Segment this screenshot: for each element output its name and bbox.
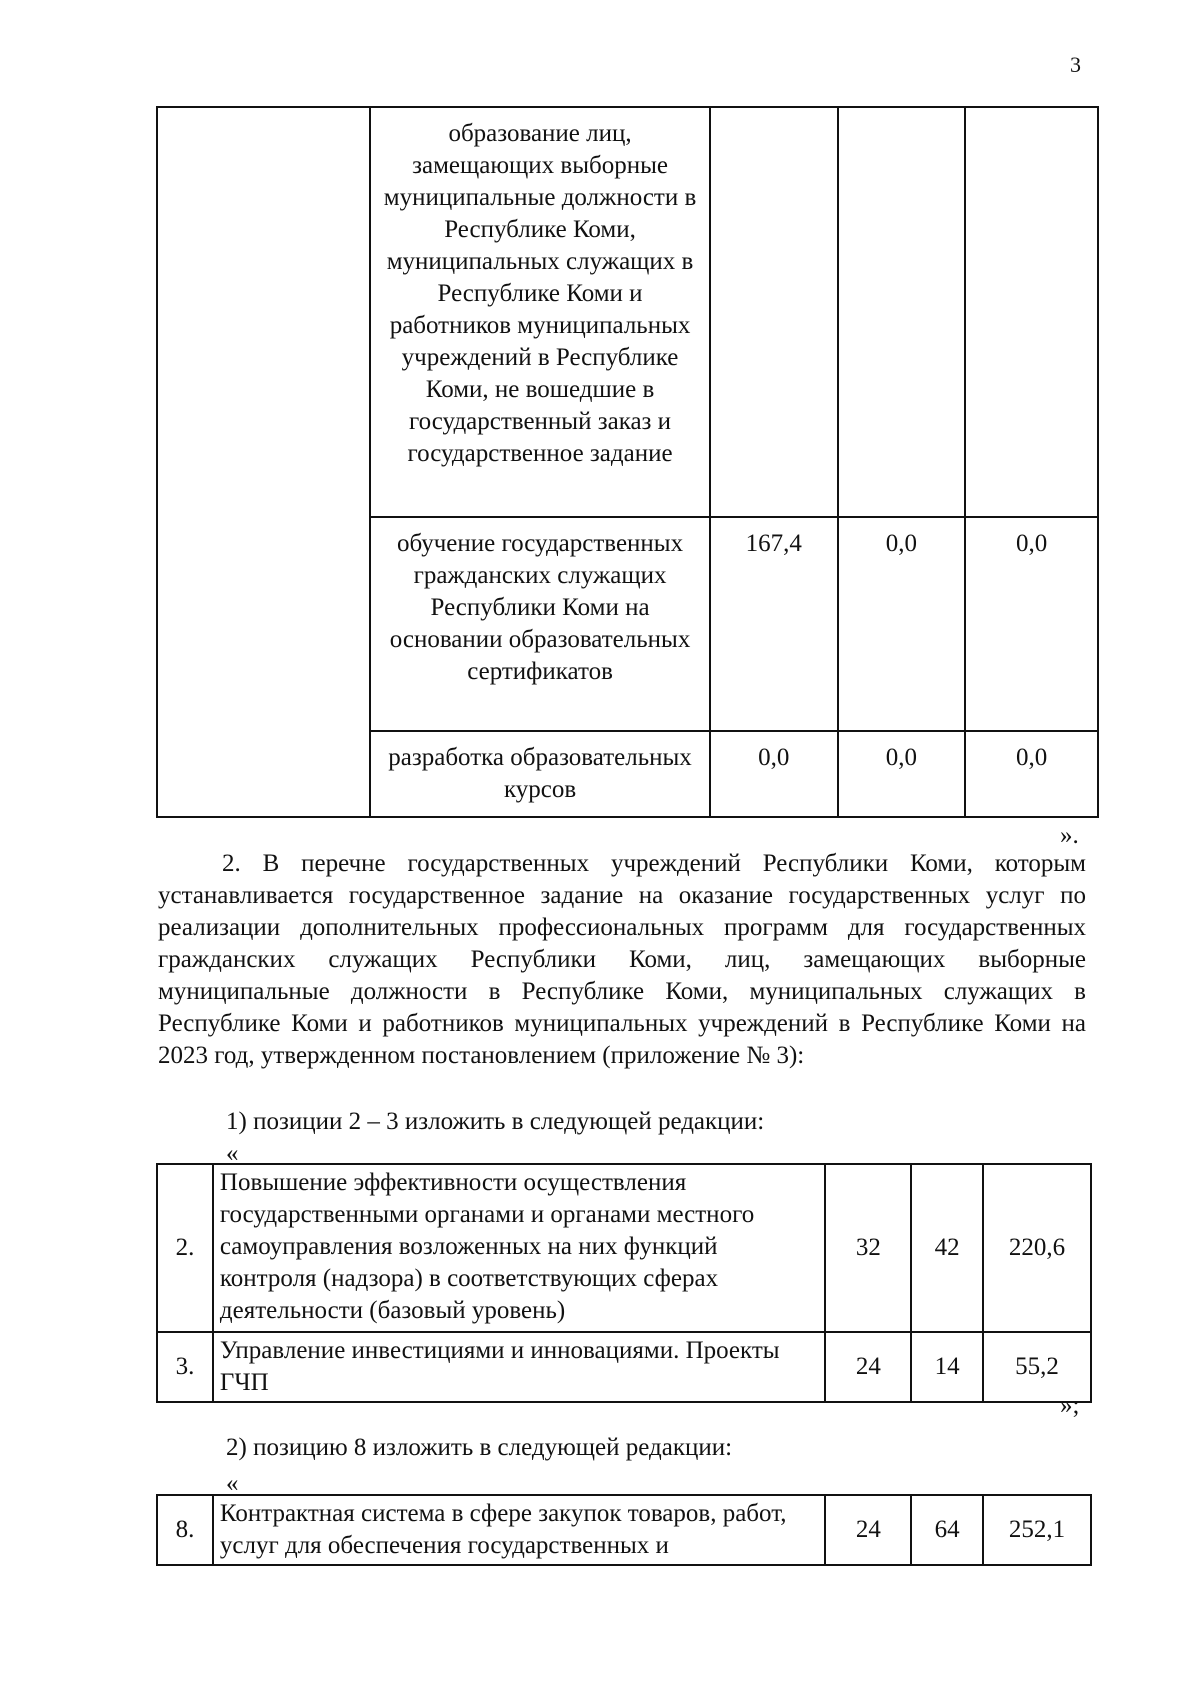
table-cell-value (965, 107, 1098, 517)
table-cell-name: Контрактная система в сфере закупок товаров, работ, услуг для обеспечения государственных и (213, 1495, 826, 1565)
opening-quote: « (226, 1470, 239, 1497)
table-cell-value: 24 (825, 1495, 911, 1565)
positions-table (156, 1163, 1092, 1403)
table-cell-value: 0,0 (710, 731, 838, 817)
table-cell-value: 24 (825, 1332, 911, 1402)
table-cell-value: 0,0 (838, 517, 966, 731)
table-cell-position: 2. (157, 1164, 213, 1332)
table-cell-value: 42 (911, 1164, 983, 1332)
table-cell-value (710, 107, 838, 517)
page-number: 3 (1070, 52, 1081, 77)
table-cell-value: 0,0 (965, 517, 1098, 731)
paragraph-2 (158, 848, 1086, 1072)
table-cell-name: Повышение эффективности осуществления государственными органами и органами местного самоуправления возложенных на них функций контроля (надзора) в соответствующих сферах деятельности (базовый уровень) (213, 1164, 826, 1332)
empty-merged-cell (157, 107, 370, 817)
table-cell-name: обучение государственных гражданских служащих Республики Коми на основании образовательных сертификатов (370, 517, 710, 731)
table-cell-value: 32 (825, 1164, 911, 1332)
table-cell-position: 3. (157, 1332, 213, 1402)
table-cell-value: 220,6 (983, 1164, 1091, 1332)
paragraph-2-text: 2. В перечне государственных учреждений Республики Коми, которым устанавливается государственное задание на оказание государственных услуг по реализации дополнительных профессиональных программ для государственных гражданских служащих Республики Коми, лиц, замещающих выборные муниципальные должности в Республике Коми, муниципальных служащих в Республике Коми и работников муниципальных учреждений в Республике Коми на 2023 год, утвержденном постановлением (приложение № 3): (158, 850, 1086, 1069)
table-row (157, 1332, 1091, 1402)
table-cell-value (838, 107, 966, 517)
table-cell-value: 55,2 (983, 1332, 1091, 1402)
table-cell-value: 0,0 (838, 731, 966, 817)
table-cell-value: 0,0 (965, 731, 1098, 817)
table-cell-value: 167,4 (710, 517, 838, 731)
closing-quote: ». (1060, 822, 1079, 849)
table-cell-name: образование лиц, замещающих выборные муниципальные должности в Республике Коми, муниципальных служащих в Республике Коми и работников муниципальных учреждений в Республике Коми, не вошедшие в государственный заказ и государственное задание (370, 107, 710, 517)
position-8-table (156, 1494, 1092, 1566)
table-cell-name: разработка образовательных курсов (370, 731, 710, 817)
table-row (157, 107, 1098, 517)
item-1: 1) позиции 2 – 3 изложить в следующей редакции: (226, 1108, 765, 1135)
opening-quote: « (226, 1140, 239, 1167)
table-cell-value: 252,1 (983, 1495, 1091, 1565)
item-2: 2) позицию 8 изложить в следующей редакции: (226, 1434, 733, 1461)
closing-quote: »; (1060, 1392, 1080, 1419)
table-cell-position: 8. (157, 1495, 213, 1565)
table-row (157, 1164, 1091, 1332)
table-cell-value: 14 (911, 1332, 983, 1402)
expense-table (156, 106, 1099, 818)
table-cell-name: Управление инвестициями и инновациями. Проекты ГЧП (213, 1332, 826, 1402)
table-row (157, 1495, 1091, 1565)
table-cell-value: 64 (911, 1495, 983, 1565)
